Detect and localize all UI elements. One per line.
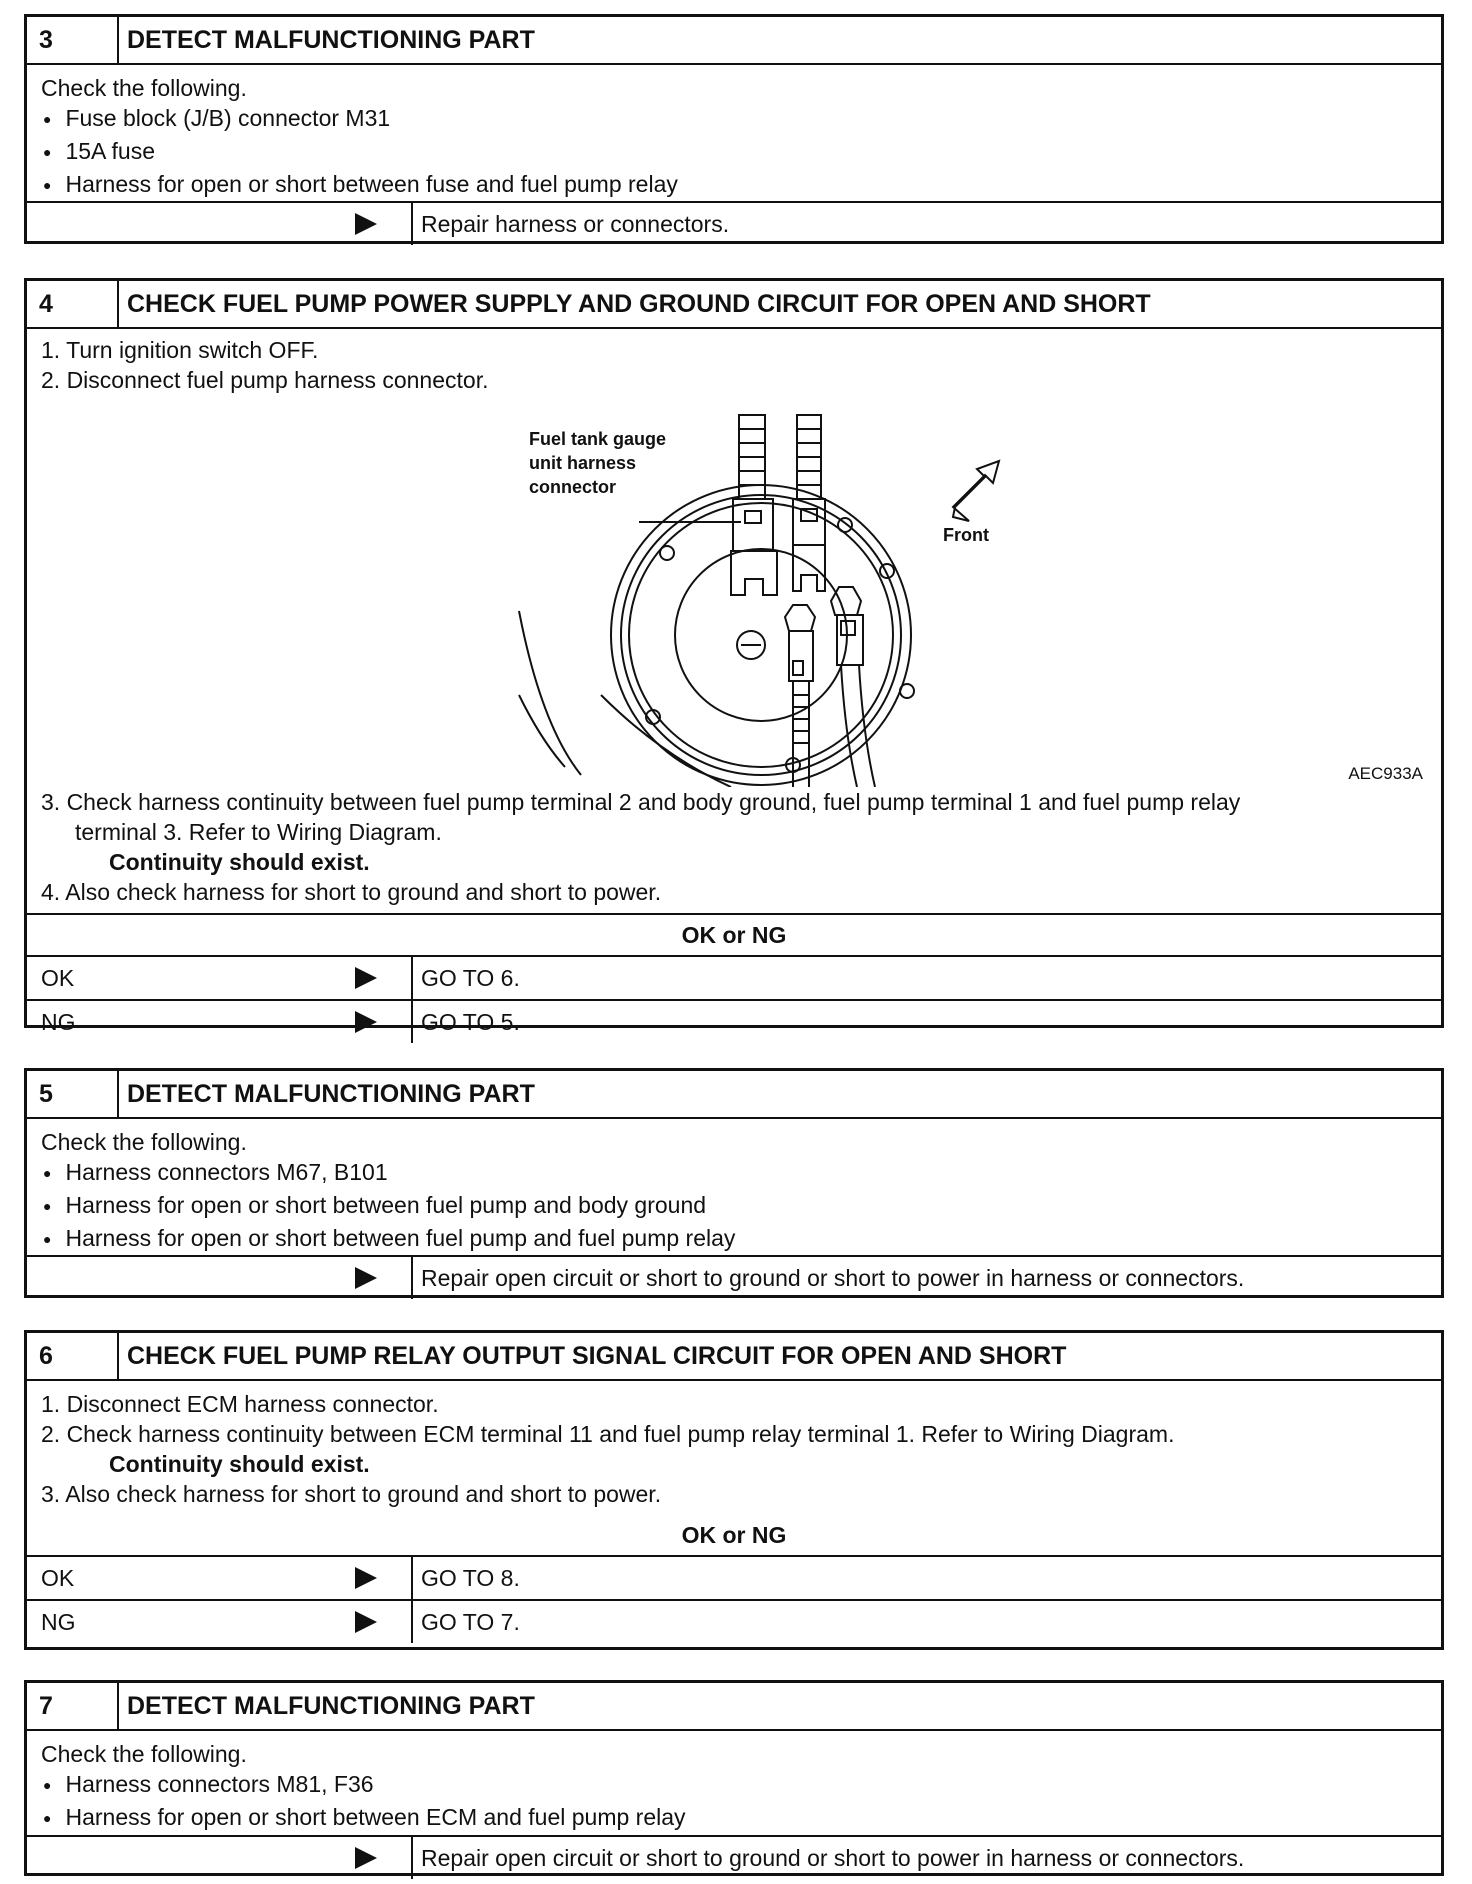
triangle-right-icon	[355, 1567, 377, 1589]
action-text: Repair open circuit or short to ground or short to power in harness or connectors.	[421, 1264, 1245, 1291]
list-item: ● 15A fuse	[41, 136, 1427, 169]
list-item: 1. Turn ignition switch OFF.	[41, 337, 319, 363]
triangle-right-icon	[355, 213, 377, 235]
step-body	[27, 329, 1441, 913]
step-number: 7	[27, 1683, 119, 1729]
list-item: 2. Check harness continuity between ECM terminal 11 and fuel pump relay terminal 1. Refer to Wiring Diagram.	[41, 1421, 1175, 1447]
triangle-right-icon	[355, 967, 377, 989]
result-row-ok	[27, 957, 1441, 999]
triangle-right-icon	[355, 1267, 377, 1289]
result-row-ng	[27, 1599, 1441, 1643]
list-item: ● Harness connectors M81, F36	[41, 1769, 1427, 1802]
action-text: Repair harness or connectors.	[421, 210, 730, 237]
fuel-tank-illustration	[41, 395, 1433, 787]
result-row-ok	[27, 1557, 1441, 1599]
list-item: ● Fuse block (J/B) connector M31	[41, 103, 1427, 136]
figure-callout-line: connector	[529, 477, 617, 497]
result-action: GO TO 8.	[421, 1564, 520, 1591]
arrow-up-right-icon	[953, 461, 999, 521]
action-row	[27, 203, 1441, 245]
step-title: DETECT MALFUNCTIONING PART	[127, 1079, 535, 1108]
step-4-box	[24, 278, 1444, 1035]
list-item: ● Harness for open or short between ECM and fuel pump relay	[41, 1802, 1427, 1835]
step-7-box	[24, 1680, 1444, 1876]
step-title: CHECK FUEL PUMP RELAY OUTPUT SIGNAL CIRCUIT FOR OPEN AND SHORT	[127, 1341, 1067, 1370]
fuel-tank-gauge-figure	[41, 395, 1427, 787]
ok-or-ng-label: OK or NG	[27, 1515, 1441, 1557]
list-item: 4. Also check harness for short to ground and short to power.	[41, 879, 662, 905]
step-number: 5	[27, 1071, 119, 1117]
ok-or-ng-label: OK or NG	[27, 915, 1441, 957]
step-number: 4	[27, 281, 119, 327]
list-item: terminal 3. Refer to Wiring Diagram.	[75, 819, 442, 845]
list-item: ● Harness for open or short between fuse and fuel pump relay	[41, 169, 1427, 202]
spec-text: Continuity should exist.	[109, 849, 370, 875]
step-body	[27, 65, 1441, 201]
result-action: GO TO 5.	[421, 1008, 520, 1035]
action-row	[27, 1257, 1441, 1299]
result-label: OK	[41, 1564, 75, 1591]
list-item: ● Harness for open or short between fuel pump and body ground	[41, 1190, 1427, 1223]
result-label: NG	[41, 1008, 76, 1035]
step-body	[27, 1731, 1441, 1835]
step-title: CHECK FUEL PUMP POWER SUPPLY AND GROUND CIRCUIT FOR OPEN AND SHORT	[127, 289, 1151, 318]
action-row	[27, 1837, 1441, 1879]
step-intro: Check the following.	[41, 75, 247, 101]
result-label: NG	[41, 1608, 76, 1635]
triangle-right-icon	[355, 1847, 377, 1869]
step-5-box	[24, 1068, 1444, 1298]
list-item: 3. Also check harness for short to ground and short to power.	[41, 1481, 662, 1507]
step-header	[27, 1071, 1441, 1119]
triangle-right-icon	[355, 1611, 377, 1633]
step-intro: Check the following.	[41, 1741, 247, 1767]
step-body	[27, 1381, 1441, 1515]
list-item: ● Harness connectors M67, B101	[41, 1157, 1427, 1190]
figure-code: AEC933A	[1348, 764, 1423, 783]
figure-callout-line: Fuel tank gauge	[529, 429, 667, 449]
figure-callout	[529, 427, 666, 499]
step-3-box	[24, 14, 1444, 244]
list-item: 1. Disconnect ECM harness connector.	[41, 1391, 439, 1417]
figure-callout-line: unit harness	[529, 453, 637, 473]
step-intro: Check the following.	[41, 1129, 247, 1155]
step-title: DETECT MALFUNCTIONING PART	[127, 1691, 535, 1720]
result-action: GO TO 7.	[421, 1608, 520, 1635]
result-label: OK	[41, 964, 75, 991]
step-body	[27, 1119, 1441, 1255]
list-item: ● Harness for open or short between fuel pump and fuel pump relay	[41, 1223, 1427, 1256]
result-action: GO TO 6.	[421, 964, 520, 991]
triangle-right-icon	[355, 1011, 377, 1033]
result-row-ng	[27, 999, 1441, 1043]
step-number: 3	[27, 17, 119, 63]
action-text: Repair open circuit or short to ground or short to power in harness or connectors.	[421, 1844, 1245, 1871]
list-item: 2. Disconnect fuel pump harness connector.	[41, 367, 489, 393]
step-header	[27, 1683, 1441, 1731]
step-title: DETECT MALFUNCTIONING PART	[127, 25, 535, 54]
step-6-box	[24, 1330, 1444, 1650]
spec-text: Continuity should exist.	[109, 1451, 370, 1477]
list-item: 3. Check harness continuity between fuel pump terminal 2 and body ground, fuel pump terminal 1 and fuel pump relay	[41, 789, 1241, 815]
step-header	[27, 281, 1441, 329]
front-label: Front	[943, 525, 989, 545]
step-header	[27, 17, 1441, 65]
step-header	[27, 1333, 1441, 1381]
step-number: 6	[27, 1333, 119, 1379]
